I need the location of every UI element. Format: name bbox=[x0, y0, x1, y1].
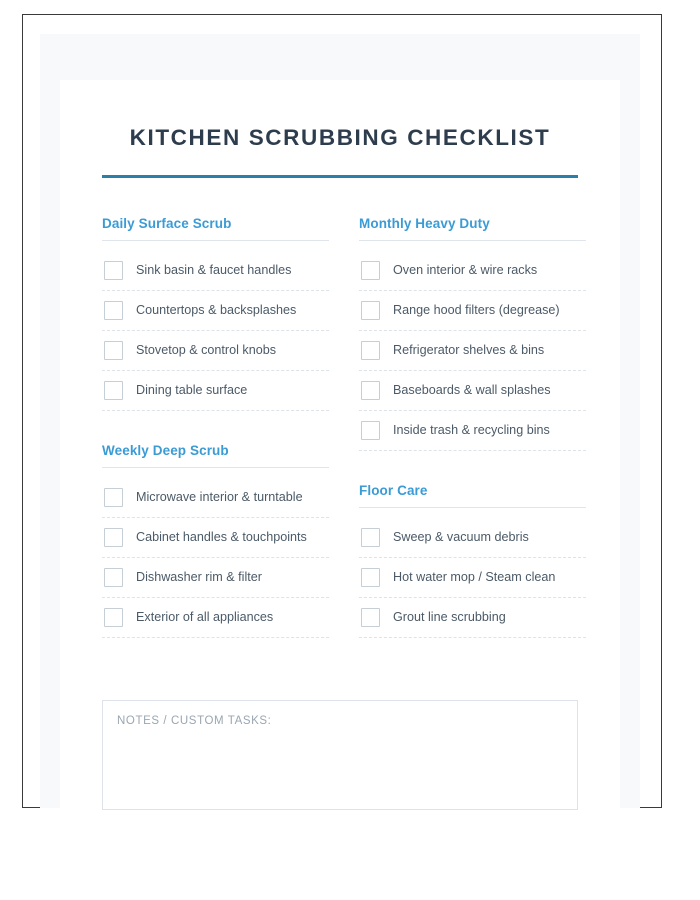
section-weekly-deep-scrub bbox=[102, 443, 329, 638]
list-item-label: Dining table surface bbox=[136, 382, 248, 397]
list-item[interactable] bbox=[359, 558, 586, 598]
checkbox-icon[interactable] bbox=[104, 488, 123, 507]
list-item-label: Grout line scrubbing bbox=[393, 609, 506, 624]
list-item-label: Hot water mop / Steam clean bbox=[393, 569, 556, 584]
list-item[interactable] bbox=[359, 598, 586, 638]
checkbox-icon[interactable] bbox=[104, 261, 123, 280]
list-item-label: Sink basin & faucet handles bbox=[136, 262, 292, 277]
list-item-label: Stovetop & control knobs bbox=[136, 342, 277, 357]
checklist-columns bbox=[102, 216, 578, 652]
checkbox-icon[interactable] bbox=[104, 381, 123, 400]
checkbox-icon[interactable] bbox=[361, 528, 380, 547]
section-heading: Weekly Deep Scrub bbox=[102, 442, 229, 458]
list-item-label: Baseboards & wall splashes bbox=[393, 382, 551, 397]
checkbox-icon[interactable] bbox=[104, 608, 123, 627]
section-heading: Floor Care bbox=[359, 482, 428, 498]
list-item[interactable] bbox=[102, 518, 329, 558]
notes-label: NOTES / CUSTOM TASKS: bbox=[117, 714, 272, 727]
section-floor-care bbox=[359, 483, 586, 638]
checkbox-icon[interactable] bbox=[361, 261, 380, 280]
list-item-label: Dishwasher rim & filter bbox=[136, 569, 262, 584]
checkbox-icon[interactable] bbox=[361, 301, 380, 320]
list-item-label: Inside trash & recycling bins bbox=[393, 422, 550, 437]
section-spacer bbox=[359, 465, 586, 483]
list-item[interactable] bbox=[102, 291, 329, 331]
checkbox-icon[interactable] bbox=[104, 341, 123, 360]
title-divider bbox=[102, 175, 578, 178]
list-item[interactable] bbox=[359, 331, 586, 371]
list-item-label: Range hood filters (degrease) bbox=[393, 302, 560, 317]
section-heading: Monthly Heavy Duty bbox=[359, 215, 490, 231]
section-divider bbox=[102, 240, 329, 241]
page-title: KITCHEN SCRUBBING CHECKLIST bbox=[129, 125, 551, 150]
section-daily-surface-scrub bbox=[102, 216, 329, 411]
checkbox-icon[interactable] bbox=[361, 608, 380, 627]
list-item[interactable] bbox=[102, 558, 329, 598]
section-divider bbox=[359, 507, 586, 508]
section-monthly-heavy-duty bbox=[359, 216, 586, 451]
list-item[interactable] bbox=[359, 411, 586, 451]
list-item-label: Cabinet handles & touchpoints bbox=[136, 529, 307, 544]
checkbox-icon[interactable] bbox=[361, 341, 380, 360]
checkbox-icon[interactable] bbox=[361, 421, 380, 440]
section-heading: Daily Surface Scrub bbox=[102, 215, 232, 231]
list-item[interactable] bbox=[102, 331, 329, 371]
list-item-label: Microwave interior & turntable bbox=[136, 489, 303, 504]
list-item-label: Exterior of all appliances bbox=[136, 609, 274, 624]
section-divider bbox=[102, 467, 329, 468]
checklist-sheet bbox=[60, 80, 620, 808]
notes-box[interactable] bbox=[102, 700, 578, 810]
list-item[interactable] bbox=[359, 371, 586, 411]
list-item[interactable] bbox=[102, 478, 329, 518]
list-item-label: Refrigerator shelves & bins bbox=[393, 342, 545, 357]
checkbox-icon[interactable] bbox=[104, 301, 123, 320]
list-item[interactable] bbox=[359, 291, 586, 331]
list-item-label: Oven interior & wire racks bbox=[393, 262, 538, 277]
list-item-label: Sweep & vacuum debris bbox=[393, 529, 529, 544]
column-left bbox=[102, 216, 329, 652]
list-item[interactable] bbox=[359, 518, 586, 558]
list-item-label: Countertops & backsplashes bbox=[136, 302, 297, 317]
list-item[interactable] bbox=[102, 251, 329, 291]
list-item[interactable] bbox=[102, 371, 329, 411]
checkbox-icon[interactable] bbox=[361, 568, 380, 587]
section-spacer bbox=[102, 425, 329, 443]
list-item[interactable] bbox=[359, 251, 586, 291]
checkbox-icon[interactable] bbox=[104, 528, 123, 547]
column-right bbox=[359, 216, 586, 652]
section-divider bbox=[359, 240, 586, 241]
list-item[interactable] bbox=[102, 598, 329, 638]
checkbox-icon[interactable] bbox=[104, 568, 123, 587]
checkbox-icon[interactable] bbox=[361, 381, 380, 400]
